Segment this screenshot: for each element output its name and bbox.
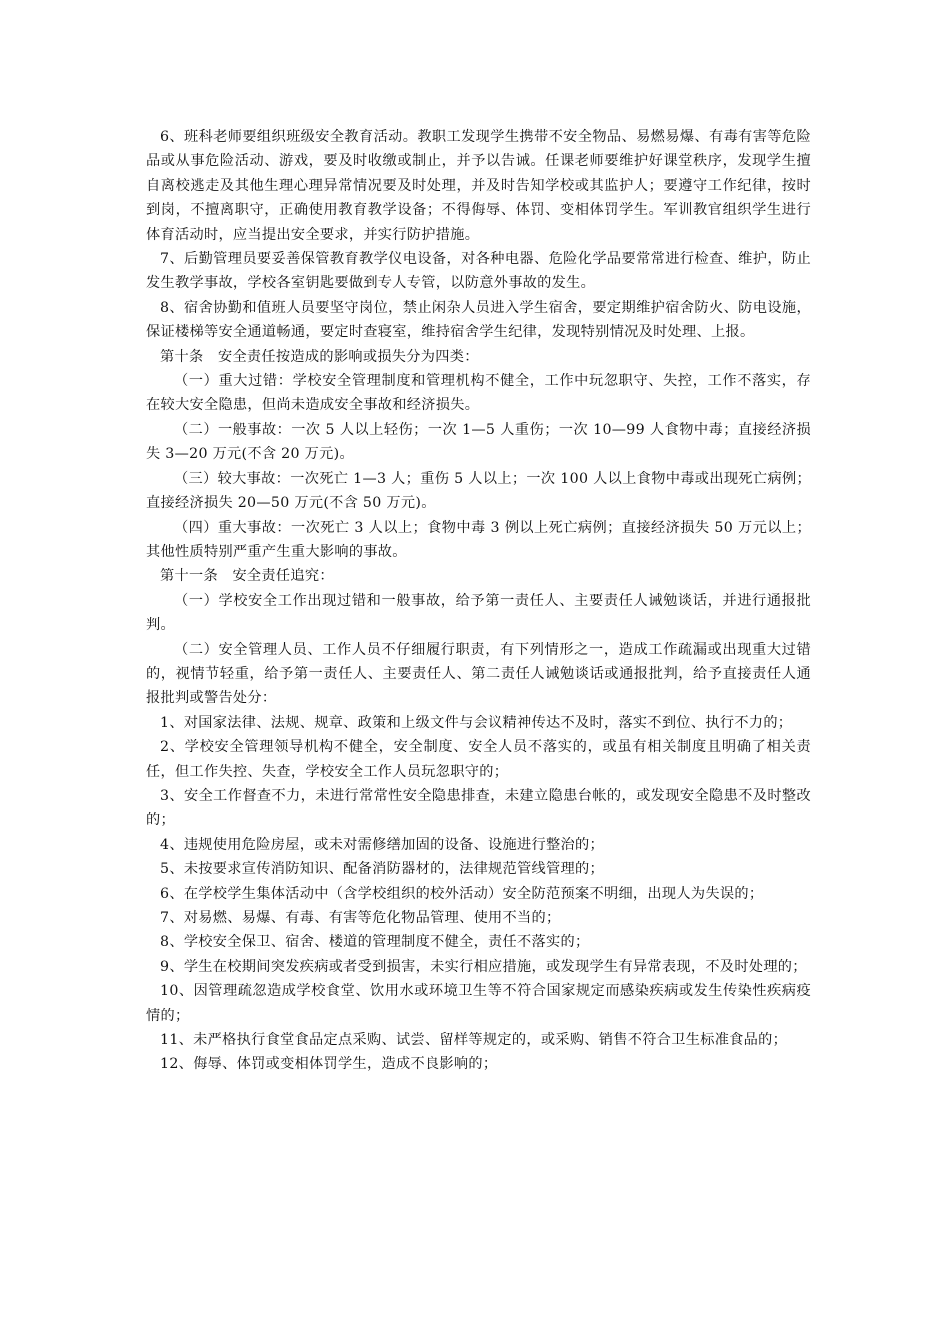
article-10-heading: 第十条 安全责任按造成的影响或损失分为四类： [160, 348, 479, 365]
list-item-4: 4、违规使用危险房屋，或未对需修缮加固的设备、设施进行整治的； [160, 836, 604, 853]
list-item-11: 11、未严格执行食堂食品定点采购、试尝、留样等规定的，或采购、销售不符合卫生标准食品的； [160, 1032, 788, 1049]
list-item-6: 6、在学校学生集体活动中（含学校组织的校外活动）安全防范预案不明细，出现人为失误的； [160, 885, 764, 902]
list-item-1: 1、对国家法律、法规、规章、政策和上级文件与会议精神传达不及时，落实不到位、执行不力的； [160, 714, 793, 731]
paragraph-7: 7、后勤管理员要妥善保管教育教学仪电设备，对各种电器、危险化学品要常常进行检查、维护，防止发生教学事故，学校各室钥匙要做到专人专管，以防意外事故的发生。 [146, 251, 811, 292]
paragraph-6: 6、班科老师要组织班级安全教育活动。教职工发现学生携带不安全物品、易燃易爆、有毒有害等危险品或从事危险活动、游戏，要及时收缴或制止，并予以告诫。任课老师要维护好课堂秩序，发现学生擅自离校逃走及其他生理心理异常情况要及时处理，并及时告知学校或其监护人；要遵守工作纪律，按时到岗，不擅离职守，正确使用教育教学设备；不得侮辱、体罚、变相体罚学生。军训教官组织学生进行体育活动时，应当提出安全要求，并实行防护措施。 [146, 129, 811, 243]
list-item-8: 8、学校安全保卫、宿舍、楼道的管理制度不健全，责任不落实的； [160, 934, 590, 951]
paragraph-8: 8、宿舍协勤和值班人员要坚守岗位，禁止闲杂人员进入学生宿舍，要定期维护宿舍防火、防电设施，保证楼梯等安全通道畅通，要定时查寝室，维持宿舍学生纪律，发现特别情况及时处理、上报。 [146, 299, 811, 341]
category-major-fault: （一）重大过错：学校安全管理制度和管理机构不健全，工作中玩忽职守、失控，工作不落实，存在较大安全隐患，但尚未造成安全事故和经济损失。 [146, 373, 811, 414]
list-item-2: 2、学校安全管理领导机构不健全，安全制度、安全人员不落实的，或虽有相关制度且明确了相关责任，但工作失控、失查，学校安全工作人员玩忽职守的； [146, 739, 811, 780]
list-item-12: 12、侮辱、体罚或变相体罚学生，造成不良影响的； [160, 1056, 498, 1073]
list-item-5: 5、未按要求宣传消防知识、配备消防器材的，法律规范管线管理的； [160, 861, 604, 878]
category-general-accident: （二）一般事故：一次 5 人以上轻伤；一次 1—5 人重伤；一次 10—99 人食物中毒；直接经济损失 3—20 万元(不含 20 万元)。 [146, 421, 811, 463]
list-item-3: 3、安全工作督查不力，未进行常常性安全隐患排查，未建立隐患台帐的，或发现安全隐患不及时整改的； [146, 787, 811, 829]
list-item-9: 9、学生在校期间突发疾病或者受到损害，未实行相应措施，或发现学生有异常表现，不及时处理的； [160, 958, 807, 975]
list-item-7: 7、对易燃、易爆、有毒、有害等危化物品管理、使用不当的； [160, 910, 561, 926]
category-larger-accident: （三）较大事故：一次死亡 1—3 人；重伤 5 人以上；一次 100 人以上食物中毒或出现死亡病例；直接经济损失 20—50 万元(不含 50 万元)。 [146, 470, 811, 512]
list-item-10: 10、因管理疏忽造成学校食堂、饮用水或环境卫生等不符合国家规定而感染疾病或发生传染性疾病疫情的； [146, 983, 811, 1024]
article-11-heading: 第十一条 安全责任追究： [160, 568, 334, 585]
accountability-item-1: （一）学校安全工作出现过错和一般事故，给予第一责任人、主要责任人诫勉谈话，并进行通报批判。 [146, 592, 811, 634]
category-major-accident: （四）重大事故：一次死亡 3 人以上；食物中毒 3 例以上死亡病例；直接经济损失 50 万元以上；其他性质特别严重产生重大影响的事故。 [146, 519, 811, 560]
accountability-item-2: （二）安全管理人员、工作人员不仔细履行职责，有下列情形之一，造成工作疏漏或出现重大过错的，视情节轻重，给予第一责任人、主要责任人、第二责任人诫勉谈话或通报批判，给予直接责任人通报批判或警告处分： [146, 641, 811, 707]
